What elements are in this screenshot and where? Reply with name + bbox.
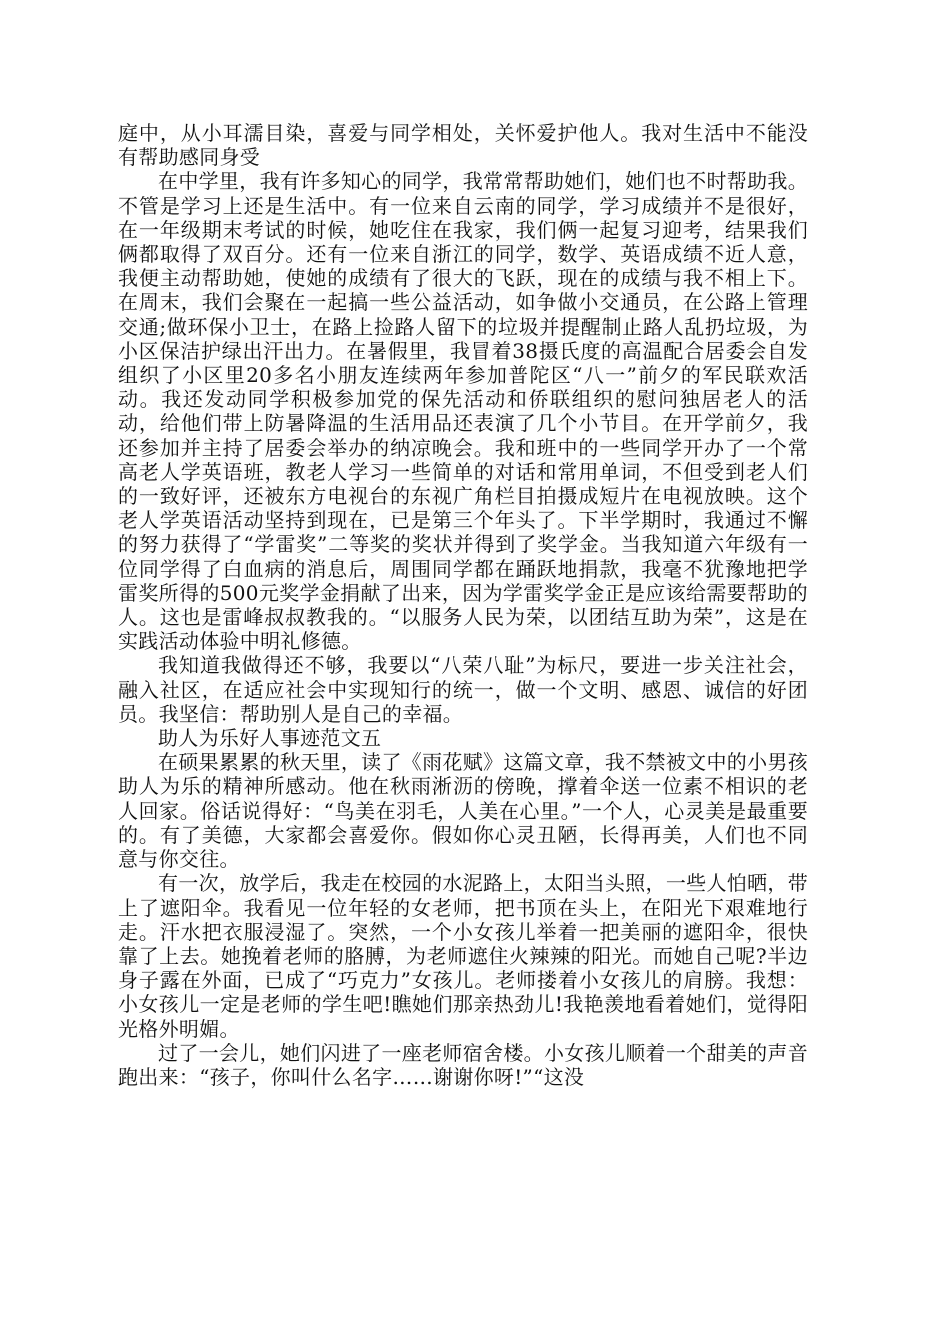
paragraph-umbrella: 有一次，放学后，我走在校园的水泥路上，太阳当头照，一些人怕晒，带上了遮阳伞。我看见一位年轻的女老师，把书顶在头上，在阳光下艰难地行走。汗水把衣服浸湿了。突然，一个小女孩儿举着一把美丽的遮阳伞，很快靠了上去。她挽着老师的胳膊，为老师遮住火辣辣的阳光。而她自己呢?半边身子露在外面，已成了“巧克力”女孩儿。老师搂着小女孩儿的肩膀。我想：小女孩儿一定是老师的学生吧!瞧她们那亲热劲儿!我艳羡地看着她们，觉得阳光格外明媚。	[118, 871, 808, 1041]
document-body	[118, 121, 808, 1089]
paragraph-middle-school: 在中学里，我有许多知心的同学，我常常帮助她们，她们也不时帮助我。不管是学习上还是生活中。有一位来自云南的同学，学习成绩并不是很好，在一年级期末考试的时候，她吃住在我家，我们俩一起复习迎考，结果我们俩都取得了双百分。还有一位来自浙江的同学，数学、英语成绩不近人意，我便主动帮助她，使她的成绩有了很大的飞跃，现在的成绩与我不相上下。在周末，我们会聚在一起搞一些公益活动，如争做小交通员，在公路上管理交通;做环保小卫士，在路上捡路人留下的垃圾并提醒制止路人乱扔垃圾，为小区保洁护绿出汗出力。在暑假里，我冒着38摄氏度的高温配合居委会自发组织了小区里20多名小朋友连续两年参加普陀区“八一”前夕的军民联欢活动。我还发动同学积极参加党的保先活动和侨联组织的慰问独居老人的活动，给他们带上防暑降温的生活用品还表演了几个小节目。在开学前夕，我还参加并主持了居委会举办的纳凉晚会。我和班中的一些同学开办了一个常高老人学英语班，教老人学习一些简单的对话和常用单词，不但受到老人们的一致好评，还被东方电视台的东视广角栏目拍摄成短片在电视放映。这个老人学英语活动坚持到现在，已是第三个年头了。下半学期时，我通过不懈的努力获得了“学雷奖”二等奖的奖状并得到了奖学金。当我知道六年级有一位同学得了白血病的消息后，周围同学都在踊跃地捐款，我毫不犹豫地把学雷奖所得的500元奖学金捐献了出来，因为学雷奖学金正是应该给需要帮助的人。这也是雷峰叔叔教我的。“以服务人民为荣，以团结互助为荣”，这是在实践活动体验中明礼修德。	[118, 169, 808, 654]
paragraph-autumn: 在硕果累累的秋天里，读了《雨花赋》这篇文章，我不禁被文中的小男孩助人为乐的精神所感动。他在秋雨淅沥的傍晚，撑着伞送一位素不相识的老人回家。俗话说得好：“鸟美在羽毛，人美在心里。”一个人，心灵美是最重要的。有了美德，大家都会喜爱你。假如你心灵丑陋，长得再美，人们也不同意与你交往。	[118, 750, 808, 872]
paragraph-dormitory: 过了一会儿，她们闪进了一座老师宿舍楼。小女孩儿顺着一个甜美的声音跑出来：“孩子，你叫什么名字……谢谢你呀!”“这没	[118, 1040, 808, 1089]
paragraph-resolution: 我知道我做得还不够，我要以“八荣八耻”为标尺，要进一步关注社会，融入社区，在适应社会中实现知行的统一，做一个文明、感恩、诚信的好团员。我坚信：帮助别人是自己的幸福。	[118, 653, 808, 726]
section-heading: 助人为乐好人事迹范文五	[158, 726, 382, 751]
paragraph-continuation: 庭中，从小耳濡目染，喜爱与同学相处，关怀爱护他人。我对生活中不能没有帮助感同身受	[118, 121, 808, 170]
